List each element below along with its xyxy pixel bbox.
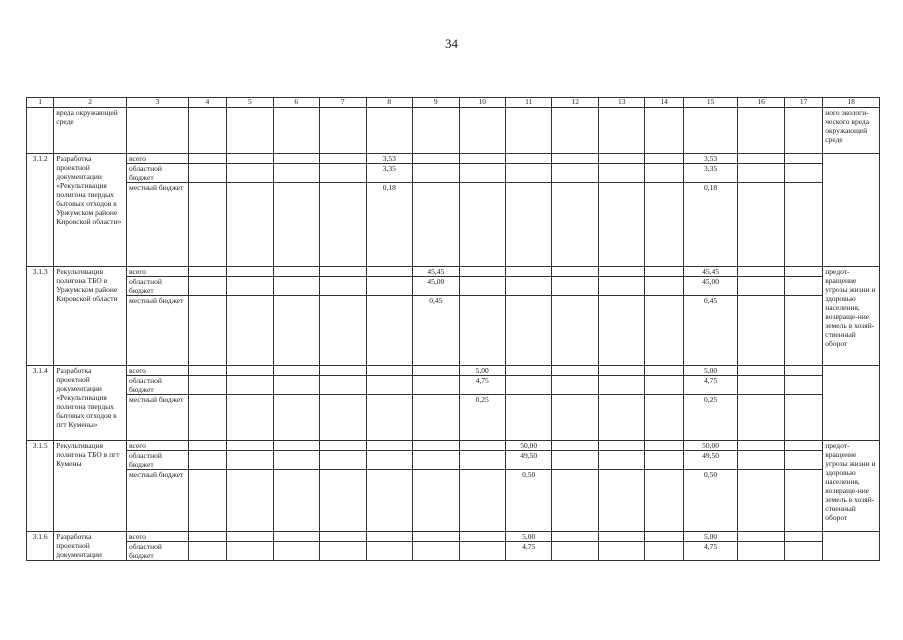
value-col11 <box>505 164 551 183</box>
cell <box>738 376 784 395</box>
cell <box>552 451 598 470</box>
cell <box>784 532 822 542</box>
cell <box>683 108 738 154</box>
header-cell: 1 <box>27 98 54 108</box>
value-col9 <box>413 542 459 561</box>
cell <box>227 183 273 267</box>
table-row <box>27 366 880 376</box>
value-col10: 0,25 <box>459 395 505 441</box>
cell <box>273 376 319 395</box>
value-col10 <box>459 267 505 277</box>
cell <box>273 108 319 154</box>
value-col8 <box>366 542 412 561</box>
value-col11 <box>505 267 551 277</box>
value-col11: 0,50 <box>505 470 551 532</box>
cell <box>598 366 644 376</box>
funding-source: местный бюджет <box>127 296 189 366</box>
cell <box>273 441 319 451</box>
cell <box>227 296 273 366</box>
cell <box>598 376 644 395</box>
continuation-name: вреда окружающей среде <box>54 108 127 154</box>
value-col10 <box>459 470 505 532</box>
cell <box>784 376 822 395</box>
cell <box>27 108 54 154</box>
expected-result: предот-вращение угрозы жизни и здоровью населения, возвраще-ние земель в хозяй-ственный оборот <box>823 267 880 366</box>
value-col9 <box>413 183 459 267</box>
cell <box>784 395 822 441</box>
cell <box>188 108 226 154</box>
value-col11 <box>505 296 551 366</box>
program-table <box>26 97 880 561</box>
cell <box>227 532 273 542</box>
cell <box>784 277 822 296</box>
value-col11: 4,75 <box>505 542 551 561</box>
header-cell: 16 <box>738 98 784 108</box>
cell <box>552 267 598 277</box>
cell <box>784 154 822 164</box>
cell <box>645 542 683 561</box>
cell <box>227 164 273 183</box>
cell <box>738 395 784 441</box>
value-col10: 5,00 <box>459 366 505 376</box>
header-row <box>27 98 880 108</box>
value-col9 <box>413 532 459 542</box>
table-row <box>27 532 880 542</box>
cell <box>273 277 319 296</box>
value-col9 <box>413 164 459 183</box>
cell <box>645 183 683 267</box>
cell <box>784 164 822 183</box>
value-col9 <box>413 470 459 532</box>
cell <box>738 451 784 470</box>
item-number: 3.1.6 <box>27 532 54 561</box>
value-col10 <box>459 296 505 366</box>
cell <box>188 154 226 164</box>
value-col11 <box>505 376 551 395</box>
cell <box>188 183 226 267</box>
item-name: Разработка проектной документации «Рекультивация полигона твердых бытовых отходов в пгт Кумены» <box>54 366 127 441</box>
cell <box>227 277 273 296</box>
cell <box>188 366 226 376</box>
header-cell: 7 <box>320 98 366 108</box>
value-col8 <box>366 267 412 277</box>
cell <box>738 164 784 183</box>
funding-source: местный бюджет <box>127 395 189 441</box>
cell <box>227 395 273 441</box>
cell <box>738 296 784 366</box>
value-total: 3,53 <box>683 154 738 164</box>
value-total: 0,25 <box>683 395 738 441</box>
value-total: 5,00 <box>683 532 738 542</box>
value-col9 <box>413 154 459 164</box>
cell <box>784 296 822 366</box>
cell <box>273 395 319 441</box>
cell <box>738 154 784 164</box>
cell <box>273 542 319 561</box>
value-col10: 4,75 <box>459 376 505 395</box>
funding-source: всего <box>127 366 189 376</box>
value-col8 <box>366 451 412 470</box>
cell <box>188 532 226 542</box>
value-col8 <box>366 395 412 441</box>
expected-result <box>823 532 880 561</box>
funding-source: всего <box>127 154 189 164</box>
cell <box>273 532 319 542</box>
table-row <box>27 154 880 164</box>
value-col8: 0,18 <box>366 183 412 267</box>
table-row <box>27 441 880 451</box>
value-col9: 45,45 <box>413 267 459 277</box>
value-col9 <box>413 395 459 441</box>
table-row <box>27 277 880 296</box>
value-col10 <box>459 154 505 164</box>
cell <box>127 108 189 154</box>
cell <box>459 108 505 154</box>
cell <box>320 470 366 532</box>
cell <box>273 451 319 470</box>
cell <box>273 296 319 366</box>
table-row <box>27 470 880 532</box>
value-col8 <box>366 532 412 542</box>
value-col10 <box>459 532 505 542</box>
header-cell: 6 <box>273 98 319 108</box>
cell <box>552 296 598 366</box>
cell <box>738 542 784 561</box>
value-col8: 3,35 <box>366 164 412 183</box>
value-col9: 45,00 <box>413 277 459 296</box>
funding-source: областной бюджет <box>127 277 189 296</box>
cell <box>552 376 598 395</box>
cell <box>227 154 273 164</box>
continuation-result: ного экологи-ческого вреда окружающей среде <box>823 108 880 154</box>
cell <box>227 470 273 532</box>
value-col8 <box>366 296 412 366</box>
table-row <box>27 542 880 561</box>
value-col11: 50,00 <box>505 441 551 451</box>
funding-source: местный бюджет <box>127 183 189 267</box>
expected-result: предот-вращение угрозы жизни и здоровью населения, возвраще-ние земель в хозяй-ственный оборот <box>823 441 880 532</box>
funding-source: местный бюджет <box>127 470 189 532</box>
cell <box>320 154 366 164</box>
cell <box>320 296 366 366</box>
cell <box>738 470 784 532</box>
cell <box>552 532 598 542</box>
cell <box>188 376 226 395</box>
cell <box>645 532 683 542</box>
header-cell: 8 <box>366 98 412 108</box>
value-col9: 0,45 <box>413 296 459 366</box>
cell <box>552 441 598 451</box>
cell <box>645 296 683 366</box>
cell <box>273 164 319 183</box>
cell <box>227 267 273 277</box>
cell <box>598 267 644 277</box>
value-col10 <box>459 542 505 561</box>
funding-source: всего <box>127 267 189 277</box>
cell <box>598 441 644 451</box>
value-total: 4,75 <box>683 542 738 561</box>
header-cell: 14 <box>645 98 683 108</box>
cell <box>552 470 598 532</box>
value-col8: 3,53 <box>366 154 412 164</box>
value-col8 <box>366 441 412 451</box>
value-total: 5,00 <box>683 366 738 376</box>
item-number: 3.1.3 <box>27 267 54 366</box>
cell <box>320 441 366 451</box>
item-name: Разработка проектной документации «Рекультивация полигона твердых бытовых отходов в Уржумском районе Кировской области» <box>54 154 127 267</box>
value-col10 <box>459 164 505 183</box>
cell <box>552 366 598 376</box>
funding-source: областной бюджет <box>127 164 189 183</box>
cell <box>188 470 226 532</box>
cell <box>188 277 226 296</box>
expected-result <box>823 154 880 267</box>
funding-source: всего <box>127 441 189 451</box>
table-row <box>27 395 880 441</box>
funding-source: областной бюджет <box>127 451 189 470</box>
cell <box>273 154 319 164</box>
cell <box>784 542 822 561</box>
cell <box>738 366 784 376</box>
cell <box>320 277 366 296</box>
header-cell: 3 <box>127 98 189 108</box>
cell <box>413 108 459 154</box>
value-total: 0,18 <box>683 183 738 267</box>
value-col11 <box>505 366 551 376</box>
value-col11 <box>505 277 551 296</box>
cell <box>188 441 226 451</box>
cell <box>552 277 598 296</box>
cell <box>784 366 822 376</box>
cell <box>320 532 366 542</box>
cell <box>645 376 683 395</box>
value-col9 <box>413 366 459 376</box>
cell <box>273 267 319 277</box>
value-total: 45,45 <box>683 267 738 277</box>
cell <box>645 108 683 154</box>
cell <box>320 376 366 395</box>
cell <box>552 154 598 164</box>
cell <box>320 164 366 183</box>
header-cell: 11 <box>505 98 551 108</box>
table-row <box>27 164 880 183</box>
cell <box>552 108 598 154</box>
header-cell: 15 <box>683 98 738 108</box>
cell <box>552 164 598 183</box>
value-col8 <box>366 470 412 532</box>
value-col9 <box>413 451 459 470</box>
cell <box>738 183 784 267</box>
cell <box>645 441 683 451</box>
value-total: 4,75 <box>683 376 738 395</box>
cell <box>227 441 273 451</box>
value-col10 <box>459 183 505 267</box>
cell <box>784 267 822 277</box>
cell <box>598 183 644 267</box>
item-name: Рекультивация полигона ТБО в пгт Кумены <box>54 441 127 532</box>
cell <box>598 154 644 164</box>
value-col9 <box>413 376 459 395</box>
item-number: 3.1.4 <box>27 366 54 441</box>
cell <box>273 470 319 532</box>
cell <box>188 164 226 183</box>
header-cell: 5 <box>227 98 273 108</box>
continuation-row <box>27 108 880 154</box>
cell <box>227 108 273 154</box>
cell <box>738 441 784 451</box>
cell <box>645 366 683 376</box>
cell <box>645 395 683 441</box>
cell <box>188 296 226 366</box>
value-col10 <box>459 451 505 470</box>
value-total: 0,45 <box>683 296 738 366</box>
cell <box>598 470 644 532</box>
cell <box>320 542 366 561</box>
cell <box>784 183 822 267</box>
table-row <box>27 451 880 470</box>
cell <box>273 183 319 267</box>
expected-result <box>823 366 880 441</box>
cell <box>784 470 822 532</box>
value-col11 <box>505 183 551 267</box>
cell <box>738 277 784 296</box>
cell <box>320 395 366 441</box>
cell <box>598 542 644 561</box>
value-col10 <box>459 441 505 451</box>
table-row <box>27 296 880 366</box>
value-total: 0,50 <box>683 470 738 532</box>
cell <box>188 267 226 277</box>
value-total: 50,00 <box>683 441 738 451</box>
value-col8 <box>366 366 412 376</box>
page-number: 34 <box>445 36 458 51</box>
value-col11 <box>505 154 551 164</box>
cell <box>227 451 273 470</box>
cell <box>552 395 598 441</box>
cell <box>598 532 644 542</box>
cell <box>738 108 784 154</box>
cell <box>784 451 822 470</box>
cell <box>273 366 319 376</box>
cell <box>645 154 683 164</box>
header-cell: 4 <box>188 98 226 108</box>
cell <box>552 542 598 561</box>
funding-source: областной бюджет <box>127 376 189 395</box>
value-total: 45,00 <box>683 277 738 296</box>
cell <box>320 108 366 154</box>
cell <box>552 183 598 267</box>
cell <box>227 542 273 561</box>
cell <box>645 277 683 296</box>
header-cell: 17 <box>784 98 822 108</box>
cell <box>598 296 644 366</box>
cell <box>738 532 784 542</box>
cell <box>188 395 226 441</box>
header-cell: 13 <box>598 98 644 108</box>
cell <box>784 108 822 154</box>
value-total: 3,35 <box>683 164 738 183</box>
cell <box>645 267 683 277</box>
funding-source: всего <box>127 532 189 542</box>
funding-source: областной бюджет <box>127 542 189 561</box>
value-col11 <box>505 395 551 441</box>
cell <box>598 395 644 441</box>
item-number: 3.1.2 <box>27 154 54 267</box>
table-row <box>27 376 880 395</box>
cell <box>188 542 226 561</box>
value-col8 <box>366 376 412 395</box>
cell <box>738 267 784 277</box>
table-row <box>27 183 880 267</box>
header-cell: 18 <box>823 98 880 108</box>
item-name: Рекультивация полигона ТБО в Уржумском районе Кировской области <box>54 267 127 366</box>
value-total: 49,50 <box>683 451 738 470</box>
item-number: 3.1.5 <box>27 441 54 532</box>
cell <box>598 108 644 154</box>
value-col11: 49,50 <box>505 451 551 470</box>
header-cell: 10 <box>459 98 505 108</box>
cell <box>505 108 551 154</box>
header-cell: 2 <box>54 98 127 108</box>
cell <box>320 451 366 470</box>
cell <box>366 108 412 154</box>
cell <box>598 277 644 296</box>
cell <box>227 376 273 395</box>
cell <box>645 470 683 532</box>
cell <box>645 164 683 183</box>
cell <box>598 451 644 470</box>
value-col11: 5,00 <box>505 532 551 542</box>
cell <box>598 164 644 183</box>
table-row <box>27 267 880 277</box>
header-cell: 12 <box>552 98 598 108</box>
cell <box>320 183 366 267</box>
value-col9 <box>413 441 459 451</box>
item-name: Разработка проектной документации <box>54 532 127 561</box>
value-col10 <box>459 277 505 296</box>
cell <box>320 366 366 376</box>
cell <box>188 451 226 470</box>
cell <box>645 451 683 470</box>
header-cell: 9 <box>413 98 459 108</box>
cell <box>320 267 366 277</box>
cell <box>784 441 822 451</box>
value-col8 <box>366 277 412 296</box>
cell <box>227 366 273 376</box>
